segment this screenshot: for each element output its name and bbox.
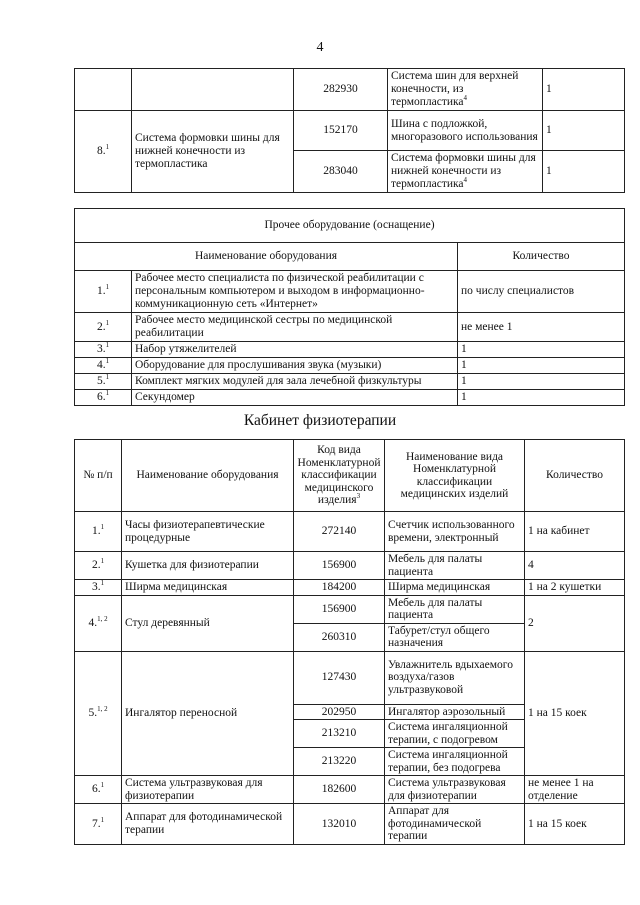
row-number: 6.$^1$	[75, 776, 122, 804]
equipment-name: Рабочее место медицинской сестры по медицинской реабилитации	[132, 313, 458, 342]
header-qty: Количество	[458, 243, 625, 271]
equipment-name: Часы физиотерапевтические процедурные	[122, 512, 294, 552]
section-title: Кабинет физиотерапии	[243, 412, 397, 429]
device-qty: 1	[543, 151, 625, 193]
row-number: 6.$^1$	[75, 390, 132, 406]
row-number: 1.$^1$	[75, 512, 122, 552]
equipment-name: Ингалятор переносной	[122, 651, 294, 776]
table-row	[75, 595, 625, 623]
table-row	[75, 776, 625, 804]
table-row	[75, 651, 625, 704]
equipment-name: Набор утяжелителей	[132, 342, 458, 358]
equipment-qty: 1 на кабинет	[525, 512, 625, 552]
device-code: 213210	[294, 720, 385, 748]
equipment-qty: по числу специалистов	[458, 271, 625, 313]
row-number: 7.$^1$	[75, 804, 122, 845]
row-number: 3.$^1$	[75, 580, 122, 596]
device-code: 127430	[294, 651, 385, 704]
table-row	[75, 512, 625, 552]
table-row	[75, 804, 625, 845]
device-kind: Шина с подложкой, многоразового использования	[388, 111, 543, 151]
table-row	[75, 271, 625, 313]
device-kind: Система ингаляционной терапии, с подогревом	[385, 720, 525, 748]
equipment-name: Секундомер	[132, 390, 458, 406]
equipment-name: Система ультразвуковая для физиотерапии	[122, 776, 294, 804]
row-number: 2.$^1$	[75, 552, 122, 580]
other-equipment-table	[74, 208, 625, 406]
equipment-name: Аппарат для фотодинамической терапии	[122, 804, 294, 845]
equipment-qty: 1 на 15 коек	[525, 804, 625, 845]
table-row	[75, 313, 625, 342]
table-row	[75, 358, 625, 374]
device-kind: Система шин для верхней конечности, из термопластика$^4$	[388, 69, 543, 111]
table-row	[75, 111, 625, 151]
device-kind: Мебель для палаты пациента	[385, 552, 525, 580]
device-kind: Система формовки шины для нижней конечности из термопластика$^4$	[388, 151, 543, 193]
equipment-qty: не менее 1	[458, 313, 625, 342]
row-number: 4.$^1$	[75, 358, 132, 374]
device-kind: Мебель для палаты пациента	[385, 595, 525, 623]
device-kind: Система ультразвуковая для физиотерапии	[385, 776, 525, 804]
header-code: Код вида Номенклатурной классификации медицинского изделия$^3$	[294, 440, 385, 512]
row-number: 1.$^1$	[75, 271, 132, 313]
device-kind: Табурет/стул общего назначения	[385, 623, 525, 651]
device-qty: 1	[543, 111, 625, 151]
device-code: 182600	[294, 776, 385, 804]
device-table-continued	[74, 68, 625, 193]
device-code: 260310	[294, 623, 385, 651]
device-kind: Увлажнитель вдыхаемого воздуха/газов ультразвуковой	[385, 651, 525, 704]
device-code: 184200	[294, 580, 385, 596]
equipment-qty: 1	[458, 358, 625, 374]
equipment-qty: 1 на 15 коек	[525, 651, 625, 776]
equipment-name: Стул деревянный	[122, 595, 294, 651]
page-number: 4	[316, 40, 324, 55]
device-code: 213220	[294, 748, 385, 776]
equipment-qty: 4	[525, 552, 625, 580]
row-number: 4.$^{1, 2}$	[75, 595, 122, 651]
device-qty: 1	[543, 69, 625, 111]
equipment-name: Кушетка для физиотерапии	[122, 552, 294, 580]
equipment-name: Ширма медицинская	[122, 580, 294, 596]
header-qty: Количество	[525, 440, 625, 512]
device-code: 152170	[294, 111, 388, 151]
row-number: 3.$^1$	[75, 342, 132, 358]
table-row	[75, 342, 625, 358]
equipment-name: Система формовки шины для нижней конечности из термопластика	[132, 111, 294, 193]
header-name: Наименование оборудования	[75, 243, 458, 271]
device-kind: Ширма медицинская	[385, 580, 525, 596]
device-kind: Счетчик использованного времени, электронный	[385, 512, 525, 552]
table-title: Прочее оборудование (оснащение)	[75, 209, 625, 243]
table-row	[75, 552, 625, 580]
device-code: 202950	[294, 704, 385, 720]
row-number: 8.$^1$	[75, 111, 132, 193]
device-kind: Аппарат для фотодинамической терапии	[385, 804, 525, 845]
device-kind: Система ингаляционной терапии, без подогрева	[385, 748, 525, 776]
equipment-qty: 1 на 2 кушетки	[525, 580, 625, 596]
equipment-qty: 1	[458, 342, 625, 358]
header-name: Наименование оборудования	[122, 440, 294, 512]
device-code: 283040	[294, 151, 388, 193]
table-header	[75, 440, 625, 512]
row-number: 2.$^1$	[75, 313, 132, 342]
device-code: 132010	[294, 804, 385, 845]
device-code: 272140	[294, 512, 385, 552]
table-row	[75, 374, 625, 390]
equipment-qty: 1	[458, 390, 625, 406]
equipment-name: Оборудование для прослушивания звука (музыки)	[132, 358, 458, 374]
device-code: 156900	[294, 552, 385, 580]
header-num: № п/п	[75, 440, 122, 512]
table-row	[75, 390, 625, 406]
device-kind: Ингалятор аэрозольный	[385, 704, 525, 720]
table-row	[75, 69, 625, 111]
equipment-name: Рабочее место специалиста по физической реабилитации с персональным компьютером и выходом в информационно-коммуникационную сеть «Интернет»	[132, 271, 458, 313]
equipment-name: Комплект мягких модулей для зала лечебной физкультуры	[132, 374, 458, 390]
header-kind: Наименование вида Номенклатурной классификации медицинских изделий	[385, 440, 525, 512]
device-code: 282930	[294, 69, 388, 111]
equipment-qty: 1	[458, 374, 625, 390]
physiotherapy-equipment-table	[74, 439, 625, 845]
table-row	[75, 580, 625, 596]
row-number: 5.$^1$	[75, 374, 132, 390]
device-code: 156900	[294, 595, 385, 623]
row-number: 5.$^{1, 2}$	[75, 651, 122, 776]
equipment-qty: не менее 1 на отделение	[525, 776, 625, 804]
equipment-qty: 2	[525, 595, 625, 651]
